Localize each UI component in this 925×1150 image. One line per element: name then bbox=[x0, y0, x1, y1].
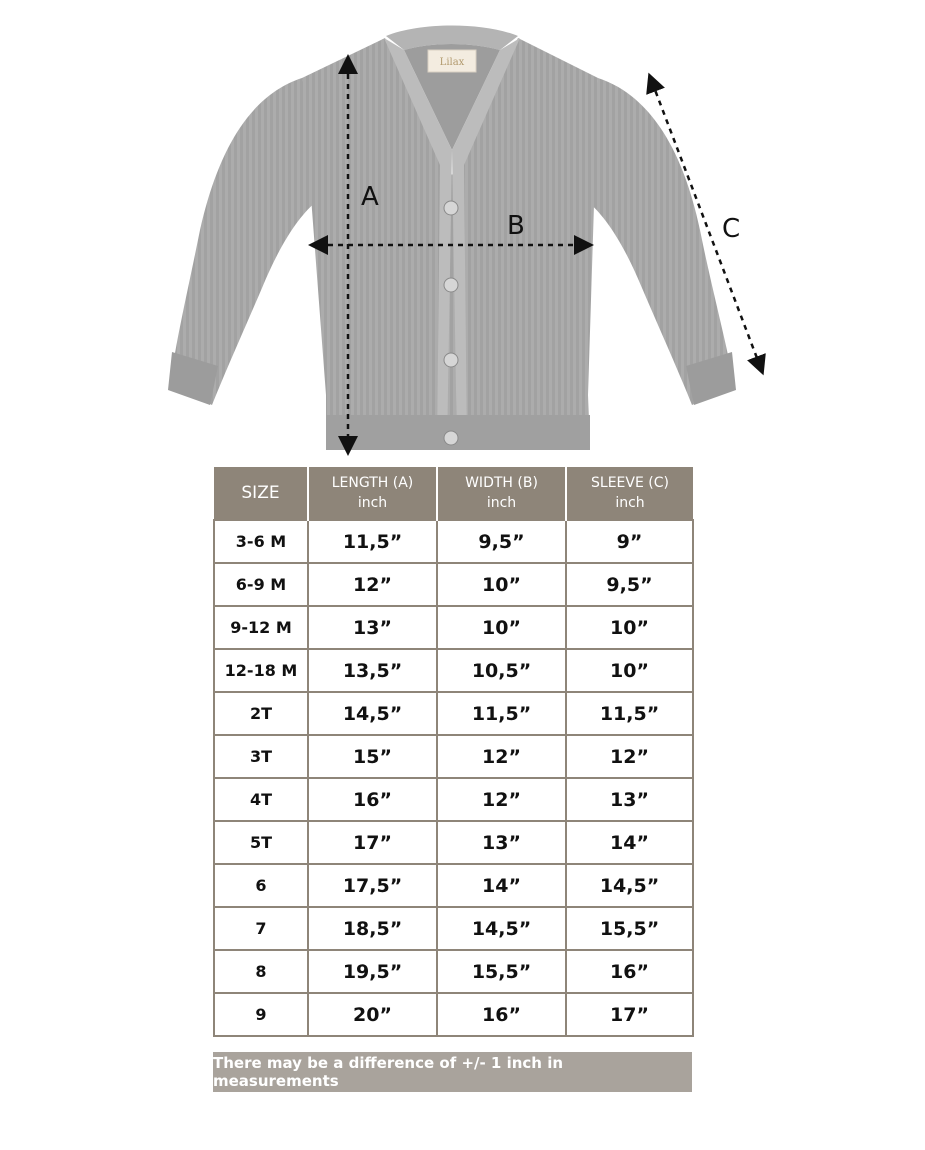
sleeve-cell: 11,5” bbox=[566, 692, 693, 735]
size-cell: 3T bbox=[214, 735, 308, 778]
button bbox=[444, 353, 458, 367]
size-cell: 6-9 M bbox=[214, 563, 308, 606]
sleeve-cell: 16” bbox=[566, 950, 693, 993]
size-cell: 3-6 M bbox=[214, 520, 308, 563]
size-cell: 7 bbox=[214, 907, 308, 950]
size-cell: 5T bbox=[214, 821, 308, 864]
length-cell: 11,5” bbox=[308, 520, 437, 563]
button bbox=[444, 201, 458, 215]
width-cell: 10,5” bbox=[437, 649, 566, 692]
width-cell: 16” bbox=[437, 993, 566, 1036]
width-cell: 10” bbox=[437, 606, 566, 649]
sleeve-cell: 9,5” bbox=[566, 563, 693, 606]
table-row bbox=[214, 950, 693, 993]
length-cell: 16” bbox=[308, 778, 437, 821]
header-sleeve: SLEEVE (C) inch bbox=[566, 467, 693, 520]
size-cell: 9-12 M bbox=[214, 606, 308, 649]
table-row bbox=[214, 692, 693, 735]
sleeve-cell: 14,5” bbox=[566, 864, 693, 907]
width-cell: 13” bbox=[437, 821, 566, 864]
table-header-row bbox=[214, 467, 693, 520]
size-cell: 9 bbox=[214, 993, 308, 1036]
table-row bbox=[214, 606, 693, 649]
width-cell: 10” bbox=[437, 563, 566, 606]
length-cell: 17,5” bbox=[308, 864, 437, 907]
table-row bbox=[214, 735, 693, 778]
width-cell: 12” bbox=[437, 735, 566, 778]
table-row bbox=[214, 907, 693, 950]
header-width: WIDTH (B) inch bbox=[437, 467, 566, 520]
size-cell: 2T bbox=[214, 692, 308, 735]
table-row bbox=[214, 563, 693, 606]
width-cell: 11,5” bbox=[437, 692, 566, 735]
sleeve-cell: 12” bbox=[566, 735, 693, 778]
width-cell: 14” bbox=[437, 864, 566, 907]
table-row bbox=[214, 993, 693, 1036]
size-cell: 4T bbox=[214, 778, 308, 821]
table-row bbox=[214, 821, 693, 864]
cardigan-illustration bbox=[0, 0, 925, 465]
length-cell: 15” bbox=[308, 735, 437, 778]
length-cell: 12” bbox=[308, 563, 437, 606]
length-cell: 18,5” bbox=[308, 907, 437, 950]
width-cell: 9,5” bbox=[437, 520, 566, 563]
sleeve-cell: 10” bbox=[566, 649, 693, 692]
length-label: A bbox=[361, 182, 379, 212]
size-cell: 6 bbox=[214, 864, 308, 907]
sleeve-cell: 17” bbox=[566, 993, 693, 1036]
button bbox=[444, 431, 458, 445]
width-label: B bbox=[507, 211, 525, 241]
sleeve-cell: 15,5” bbox=[566, 907, 693, 950]
sleeve-cell: 14” bbox=[566, 821, 693, 864]
size-cell: 8 bbox=[214, 950, 308, 993]
measurement-disclaimer: There may be a difference of +/- 1 inch in measurements bbox=[213, 1052, 692, 1092]
sleeve-cell: 9” bbox=[566, 520, 693, 563]
sleeve-cell: 10” bbox=[566, 606, 693, 649]
header-length: LENGTH (A) inch bbox=[308, 467, 437, 520]
size-cell: 12-18 M bbox=[214, 649, 308, 692]
width-cell: 12” bbox=[437, 778, 566, 821]
length-cell: 19,5” bbox=[308, 950, 437, 993]
length-cell: 17” bbox=[308, 821, 437, 864]
width-cell: 14,5” bbox=[437, 907, 566, 950]
waistband bbox=[326, 415, 590, 450]
length-cell: 13” bbox=[308, 606, 437, 649]
table-row bbox=[214, 649, 693, 692]
sleeve-label: C bbox=[722, 214, 741, 244]
sleeve-cell: 13” bbox=[566, 778, 693, 821]
length-cell: 13,5” bbox=[308, 649, 437, 692]
brand-label-text: Lilax bbox=[439, 57, 465, 68]
button bbox=[444, 278, 458, 292]
width-cell: 15,5” bbox=[437, 950, 566, 993]
table-row bbox=[214, 520, 693, 563]
length-cell: 14,5” bbox=[308, 692, 437, 735]
table-row bbox=[214, 778, 693, 821]
length-cell: 20” bbox=[308, 993, 437, 1036]
size-chart-table bbox=[213, 467, 694, 1037]
header-size: SIZE bbox=[214, 467, 308, 520]
left-sleeve bbox=[170, 78, 318, 405]
table-row bbox=[214, 864, 693, 907]
